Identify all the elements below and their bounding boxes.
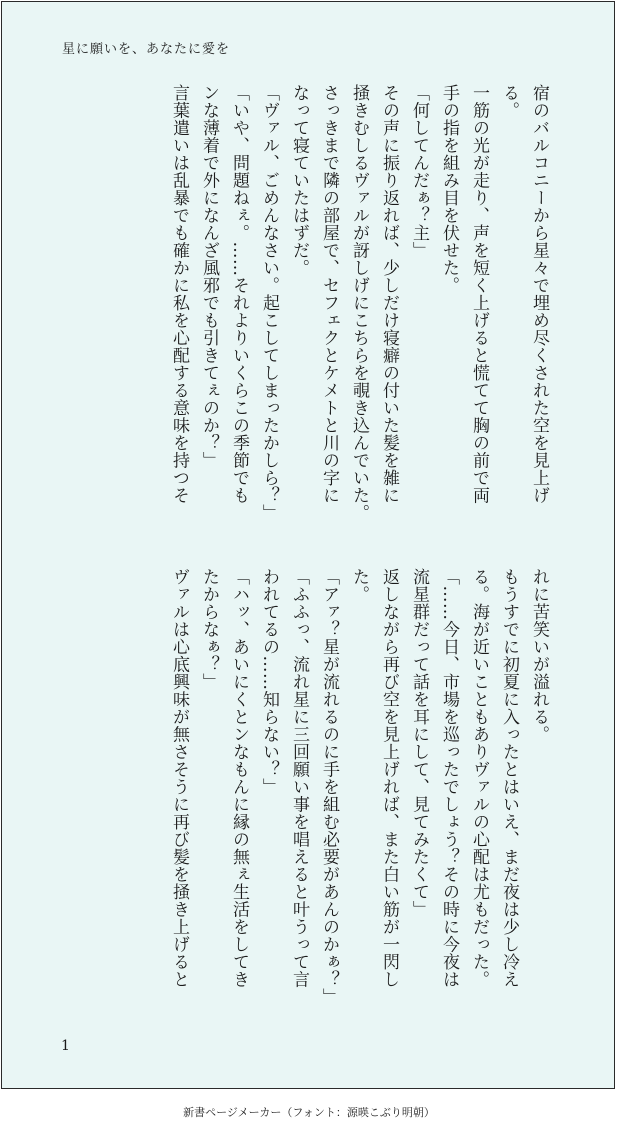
text-block-top <box>60 84 554 536</box>
text-line: 宿のバルコニーから星々で埋め尽くされた空を見上げ <box>529 84 549 504</box>
text-line: なって寝ていたはずだ。 <box>289 84 309 277</box>
text-line: 「何してんだぁ？主」 <box>409 84 429 259</box>
page-number: 1 <box>61 1038 70 1054</box>
text-line: 一筋の光が走り、声を短く上げると慌てて胸の前で両 <box>469 84 489 504</box>
text-line: もうすでに初夏に入ったとはいえ、まだ夜は少し冷え <box>499 568 519 988</box>
text-block-bottom <box>60 568 554 1020</box>
text-line: 手の指を組み目を伏せた。 <box>439 84 459 294</box>
text-line: ンな薄着で外になんざ風邪でも引きてぇのか？」 <box>199 84 219 469</box>
text-line: 「ふふっ、流れ星に三回願い事を唱えると叶うって言 <box>289 568 309 988</box>
page-title: 星に願いを、あなたに愛を <box>62 42 231 57</box>
text-line: た。 <box>349 568 369 603</box>
text-line: ヴァルは心底興味が無さそうに再び髪を掻き上げると <box>169 568 189 988</box>
footer-credit: 新書ページメーカー（フォント：源暎こぶり明朝） <box>183 1106 435 1119</box>
text-line: たからなぁ？」 <box>199 568 219 691</box>
text-line: 流星群だって話を耳にして、見てみたくて」 <box>409 568 429 918</box>
text-line: 言葉遣いは乱暴でも確かに私を心配する意味を持つそ <box>169 84 189 504</box>
text-line: われてるの……知らない？」 <box>259 568 279 796</box>
novel-page <box>1 1 615 1089</box>
text-line: さっきまで隣の部屋で、セフェクとケメトと川の字に <box>319 84 339 504</box>
text-line: る。海が近いこともありヴァルの心配は尤もだった。 <box>469 568 489 988</box>
text-line: 「ハッ、あいにくとンなもんに縁の無ぇ生活をしてき <box>229 568 249 988</box>
text-line: 「ヴァル、ごめんなさい。起こしてしまったかしら？」 <box>259 84 279 522</box>
text-line: 返しながら再び空を見上げれば、また白い筋が一閃し <box>379 568 399 988</box>
text-line: れに苦笑いが溢れる。 <box>529 568 549 743</box>
text-line: 掻きむしるヴァルが訝しげにこちらを覗き込んでいた。 <box>349 84 369 522</box>
text-line: 「……今日、市場を巡ったでしょう？その時に今夜は <box>439 568 459 988</box>
text-line: 「アァ？星が流れるのに手を組む必要があんのかぁ？」 <box>319 568 339 1006</box>
text-line: 「いや、問題ねぇ。……それよりいくらこの季節でも <box>229 84 249 504</box>
text-line: その声に振り返れば、少しだけ寝癖の付いた髪を雑に <box>379 84 399 504</box>
text-line: る。 <box>499 84 519 119</box>
